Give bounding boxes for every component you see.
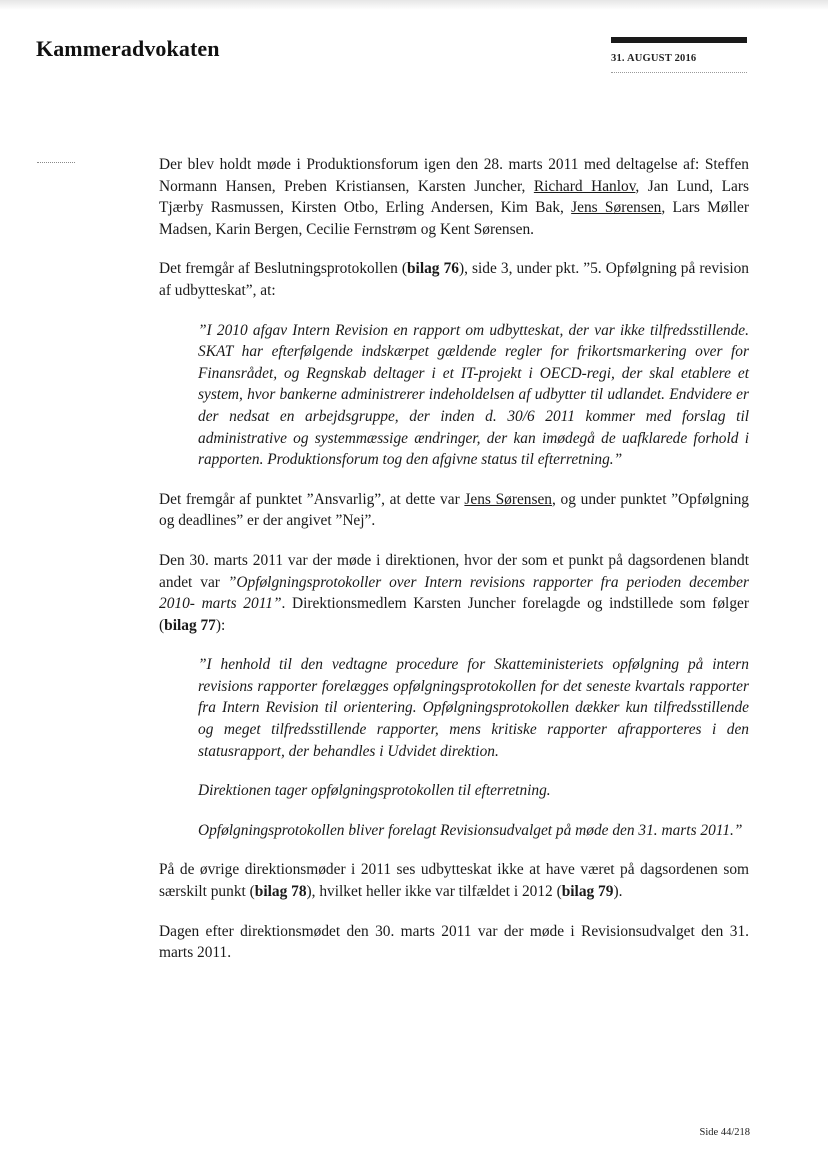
p1-text-b: , Jan Lund, Lars Tjærby Rasmussen, Kirsten Otbo, Erling Andersen, Kim Bak,: [159, 177, 749, 217]
paragraph-3: [159, 489, 749, 532]
p4-italic-title: ”Opfølgningsprotokoller over Intern revisions rapporter fra perioden december 2010- marts 2011”: [159, 573, 749, 613]
quote-4: Opfølgningsprotokollen bliver forelagt Revisionsudvalget på møde den 31. marts 2011.”: [198, 821, 743, 839]
bilag-79-ref: bilag 79: [561, 883, 614, 901]
paragraph-4: [159, 550, 749, 636]
underlined-name-sorensen: Jens Sørensen: [571, 199, 662, 217]
quote-2: ”I henhold til den vedtagne procedure for Skatteministeriets opfølgning på intern revisions rapporter forelægges opfølgningsprotokollen for det seneste kvartals rapporter fra Intern Revision til orientering. Opfølgningsprotokollen dækker kun tilfredsstillende og meget tilfredsstillende rapporter, mens kritiske rapporter afrapporteres i den statusrapport, der behandles i Udvidet direktion.: [198, 656, 749, 760]
bilag-78-ref: bilag 78: [254, 883, 307, 901]
document-body: [159, 154, 749, 982]
paragraph-1: [159, 154, 749, 240]
page-top-edge: [0, 0, 828, 10]
underlined-name-sorensen-2: Jens Sørensen: [464, 490, 553, 508]
p1-text-c: , Lars Møller Madsen, Karin Bergen, Cecilie Fernstrøm og Kent Sørensen.: [159, 199, 749, 238]
bilag-76-ref: bilag 76: [407, 260, 459, 278]
p4-text-c: ):: [215, 616, 226, 634]
p2-text-a: Det fremgår af Beslutningsprotokollen (: [159, 260, 407, 278]
p4-text-b: . Direktionsmedlem Karsten Juncher forelagde og indstillede som følger (: [159, 595, 749, 634]
document-date: 31. AUGUST 2016: [611, 53, 697, 64]
p5-text-a: På de øvrige direktionsmøder i 2011 ses udbytteskat ikke at have været på dagsordenen som særskilt punkt (: [159, 861, 749, 901]
bilag-77-ref: bilag 77: [164, 616, 216, 634]
paragraph-5: [159, 859, 749, 902]
quote-3: Direktionen tager opfølgningsprotokollen til efterretning.: [198, 782, 551, 800]
date-block: [611, 37, 747, 73]
p1-text-a: Der blev holdt møde i Produktionsforum igen den 28. marts 2011 med deltagelse af: Steffen Normann Hansen, Preben Kristiansen, Karsten Juncher,: [159, 156, 749, 195]
paragraph-6: Dagen efter direktionsmødet den 30. marts 2011 var der møde i Revisionsudvalget den 31. marts 2011.: [159, 922, 749, 962]
paragraph-2: [159, 258, 749, 301]
page-number: Side 44/218: [699, 1127, 750, 1138]
p3-text-b: , og under punktet ”Opfølgning og deadlines” er der angivet ”Nej”.: [159, 490, 749, 530]
quote-1: ”I 2010 afgav Intern Revision en rapport om udbytteskat, der var ikke tilfredsstillende. SKAT har efterfølgende indskærpet gældende regler for frikortsmarkering over for Finansrådet, og Regnskab deltager i et IT-projekt i OECD-regi, der skal etablere et system, hvor bankerne administrerer indeholdelsen af udbytter til udlandet. Endvidere er der nedsat en arbejdsgruppe, der inden d. 30/6 2011 kommer med forslag til administrative og systemmæssige ændringer, der kan imødegå de uafklarede forhold i rapporten. Produktionsforum tog den afgivne status til efterretning.”: [198, 321, 749, 469]
p4-text-a: Den 30. marts 2011 var der møde i direktionen, hvor der som et punkt på dagsordenen blandt andet var: [159, 551, 749, 591]
p3-text-a: Det fremgår af punktet ”Ansvarlig”, at dette var: [159, 490, 465, 508]
letterhead-brand: Kammeradvokaten: [36, 36, 220, 61]
p5-text-c: ).: [613, 883, 623, 901]
underlined-name-hanlov: Richard Hanlov: [533, 177, 636, 195]
margin-rule: [37, 162, 75, 163]
p5-text-b: ), hvilket heller ikke var tilfældet i 2012 (: [306, 883, 562, 901]
date-bar: [611, 37, 747, 43]
p2-text-b: ), side 3, under pkt. ”5. Opfølgning på revision af udbytteskat”, at:: [159, 260, 749, 299]
date-rule: [611, 72, 747, 73]
